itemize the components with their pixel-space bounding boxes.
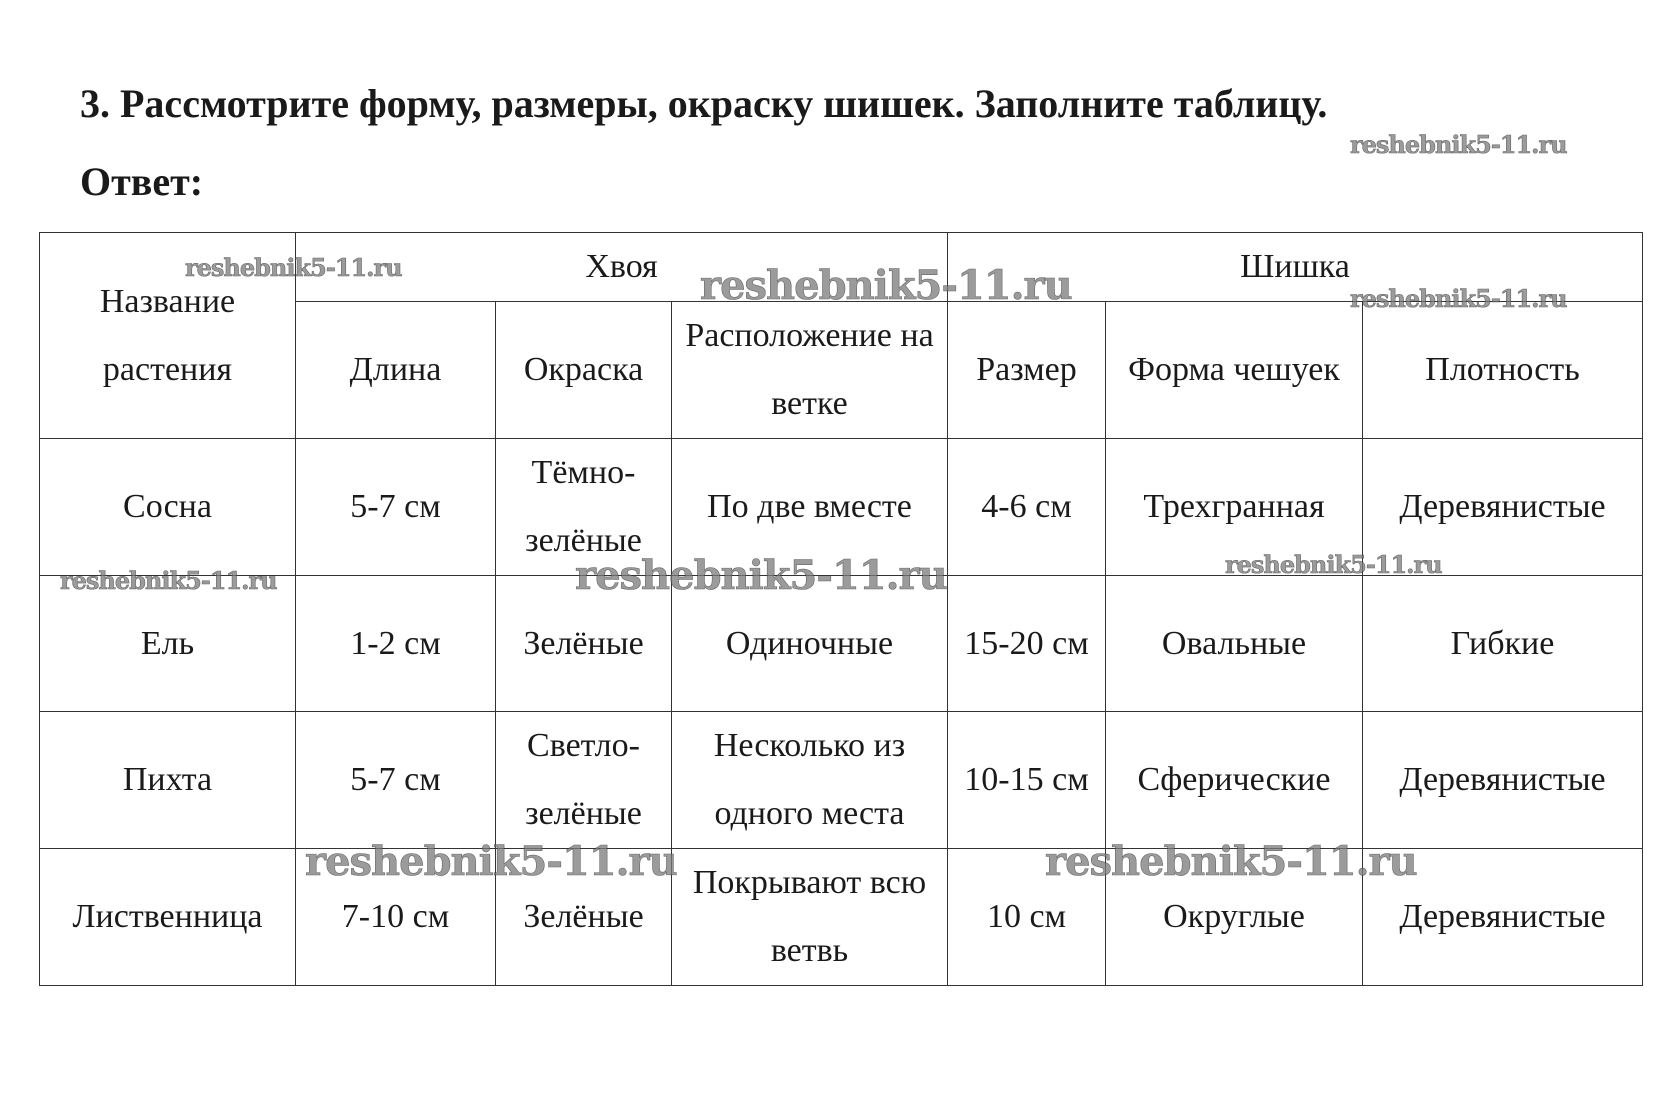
header-size: Размер bbox=[948, 302, 1106, 439]
cell-arrangement: Одиночные bbox=[672, 576, 948, 712]
watermark: reshebnik5-11.ru bbox=[1350, 284, 1567, 313]
watermark: reshebnik5-11.ru bbox=[575, 552, 947, 599]
watermark: reshebnik5-11.ru bbox=[1225, 550, 1442, 579]
header-group-needles: Хвоя bbox=[296, 233, 948, 302]
cell-length: 5-7 см bbox=[296, 439, 496, 576]
cell-scale-shape: Округлые bbox=[1106, 849, 1363, 986]
cell-name: Сосна bbox=[40, 439, 296, 576]
header-arrangement: Расположение на ветке bbox=[672, 302, 948, 439]
cell-name: Лиственница bbox=[40, 849, 296, 986]
cell-color: Тёмно-зелёные bbox=[496, 439, 672, 576]
watermark: reshebnik5-11.ru bbox=[1350, 130, 1567, 159]
cell-arrangement: Покрывают всю ветвь bbox=[672, 849, 948, 986]
cell-density: Гибкие bbox=[1363, 576, 1643, 712]
cell-color: Светло-зелёные bbox=[496, 712, 672, 849]
cell-name: Пихта bbox=[40, 712, 296, 849]
cell-scale-shape: Сферические bbox=[1106, 712, 1363, 849]
cell-size: 15-20 см bbox=[948, 576, 1106, 712]
cell-length: 7-10 см bbox=[296, 849, 496, 986]
header-scale-shape: Форма чешуек bbox=[1106, 302, 1363, 439]
cell-density: Деревянистые bbox=[1363, 712, 1643, 849]
answer-label: Ответ: bbox=[80, 159, 204, 204]
cell-density: Деревянистые bbox=[1363, 849, 1643, 986]
cell-arrangement: Несколько из одного места bbox=[672, 712, 948, 849]
watermark: reshebnik5-11.ru bbox=[60, 566, 277, 595]
table-row bbox=[40, 576, 1643, 712]
header-density: Плотность bbox=[1363, 302, 1643, 439]
cell-name: Ель bbox=[40, 576, 296, 712]
cell-scale-shape: Овальные bbox=[1106, 576, 1363, 712]
watermark: reshebnik5-11.ru bbox=[700, 262, 1072, 309]
table-row bbox=[40, 712, 1643, 849]
cell-color: Зелёные bbox=[496, 576, 672, 712]
cell-length: 5-7 см bbox=[296, 712, 496, 849]
cell-size: 10-15 см bbox=[948, 712, 1106, 849]
cell-color: Зелёные bbox=[496, 849, 672, 986]
cell-arrangement: По две вместе bbox=[672, 439, 948, 576]
answer-table bbox=[39, 232, 1643, 986]
task-title: 3. Рассмотрите форму, размеры, окраску шишек. Заполните таблицу. bbox=[80, 81, 1328, 126]
header-plant-name: Название растения bbox=[40, 233, 296, 439]
header-group-cone: Шишка bbox=[948, 233, 1643, 302]
cell-size: 10 см bbox=[948, 849, 1106, 986]
cell-density: Деревянистые bbox=[1363, 439, 1643, 576]
header-length: Длина bbox=[296, 302, 496, 439]
table-row bbox=[40, 849, 1643, 986]
cell-length: 1-2 см bbox=[296, 576, 496, 712]
table-row bbox=[40, 439, 1643, 576]
cell-size: 4-6 см bbox=[948, 439, 1106, 576]
watermark: reshebnik5-11.ru bbox=[185, 253, 402, 282]
cell-scale-shape: Трехгранная bbox=[1106, 439, 1363, 576]
watermark: reshebnik5-11.ru bbox=[305, 838, 677, 885]
header-color: Окраска bbox=[496, 302, 672, 439]
watermark: reshebnik5-11.ru bbox=[1045, 838, 1417, 885]
